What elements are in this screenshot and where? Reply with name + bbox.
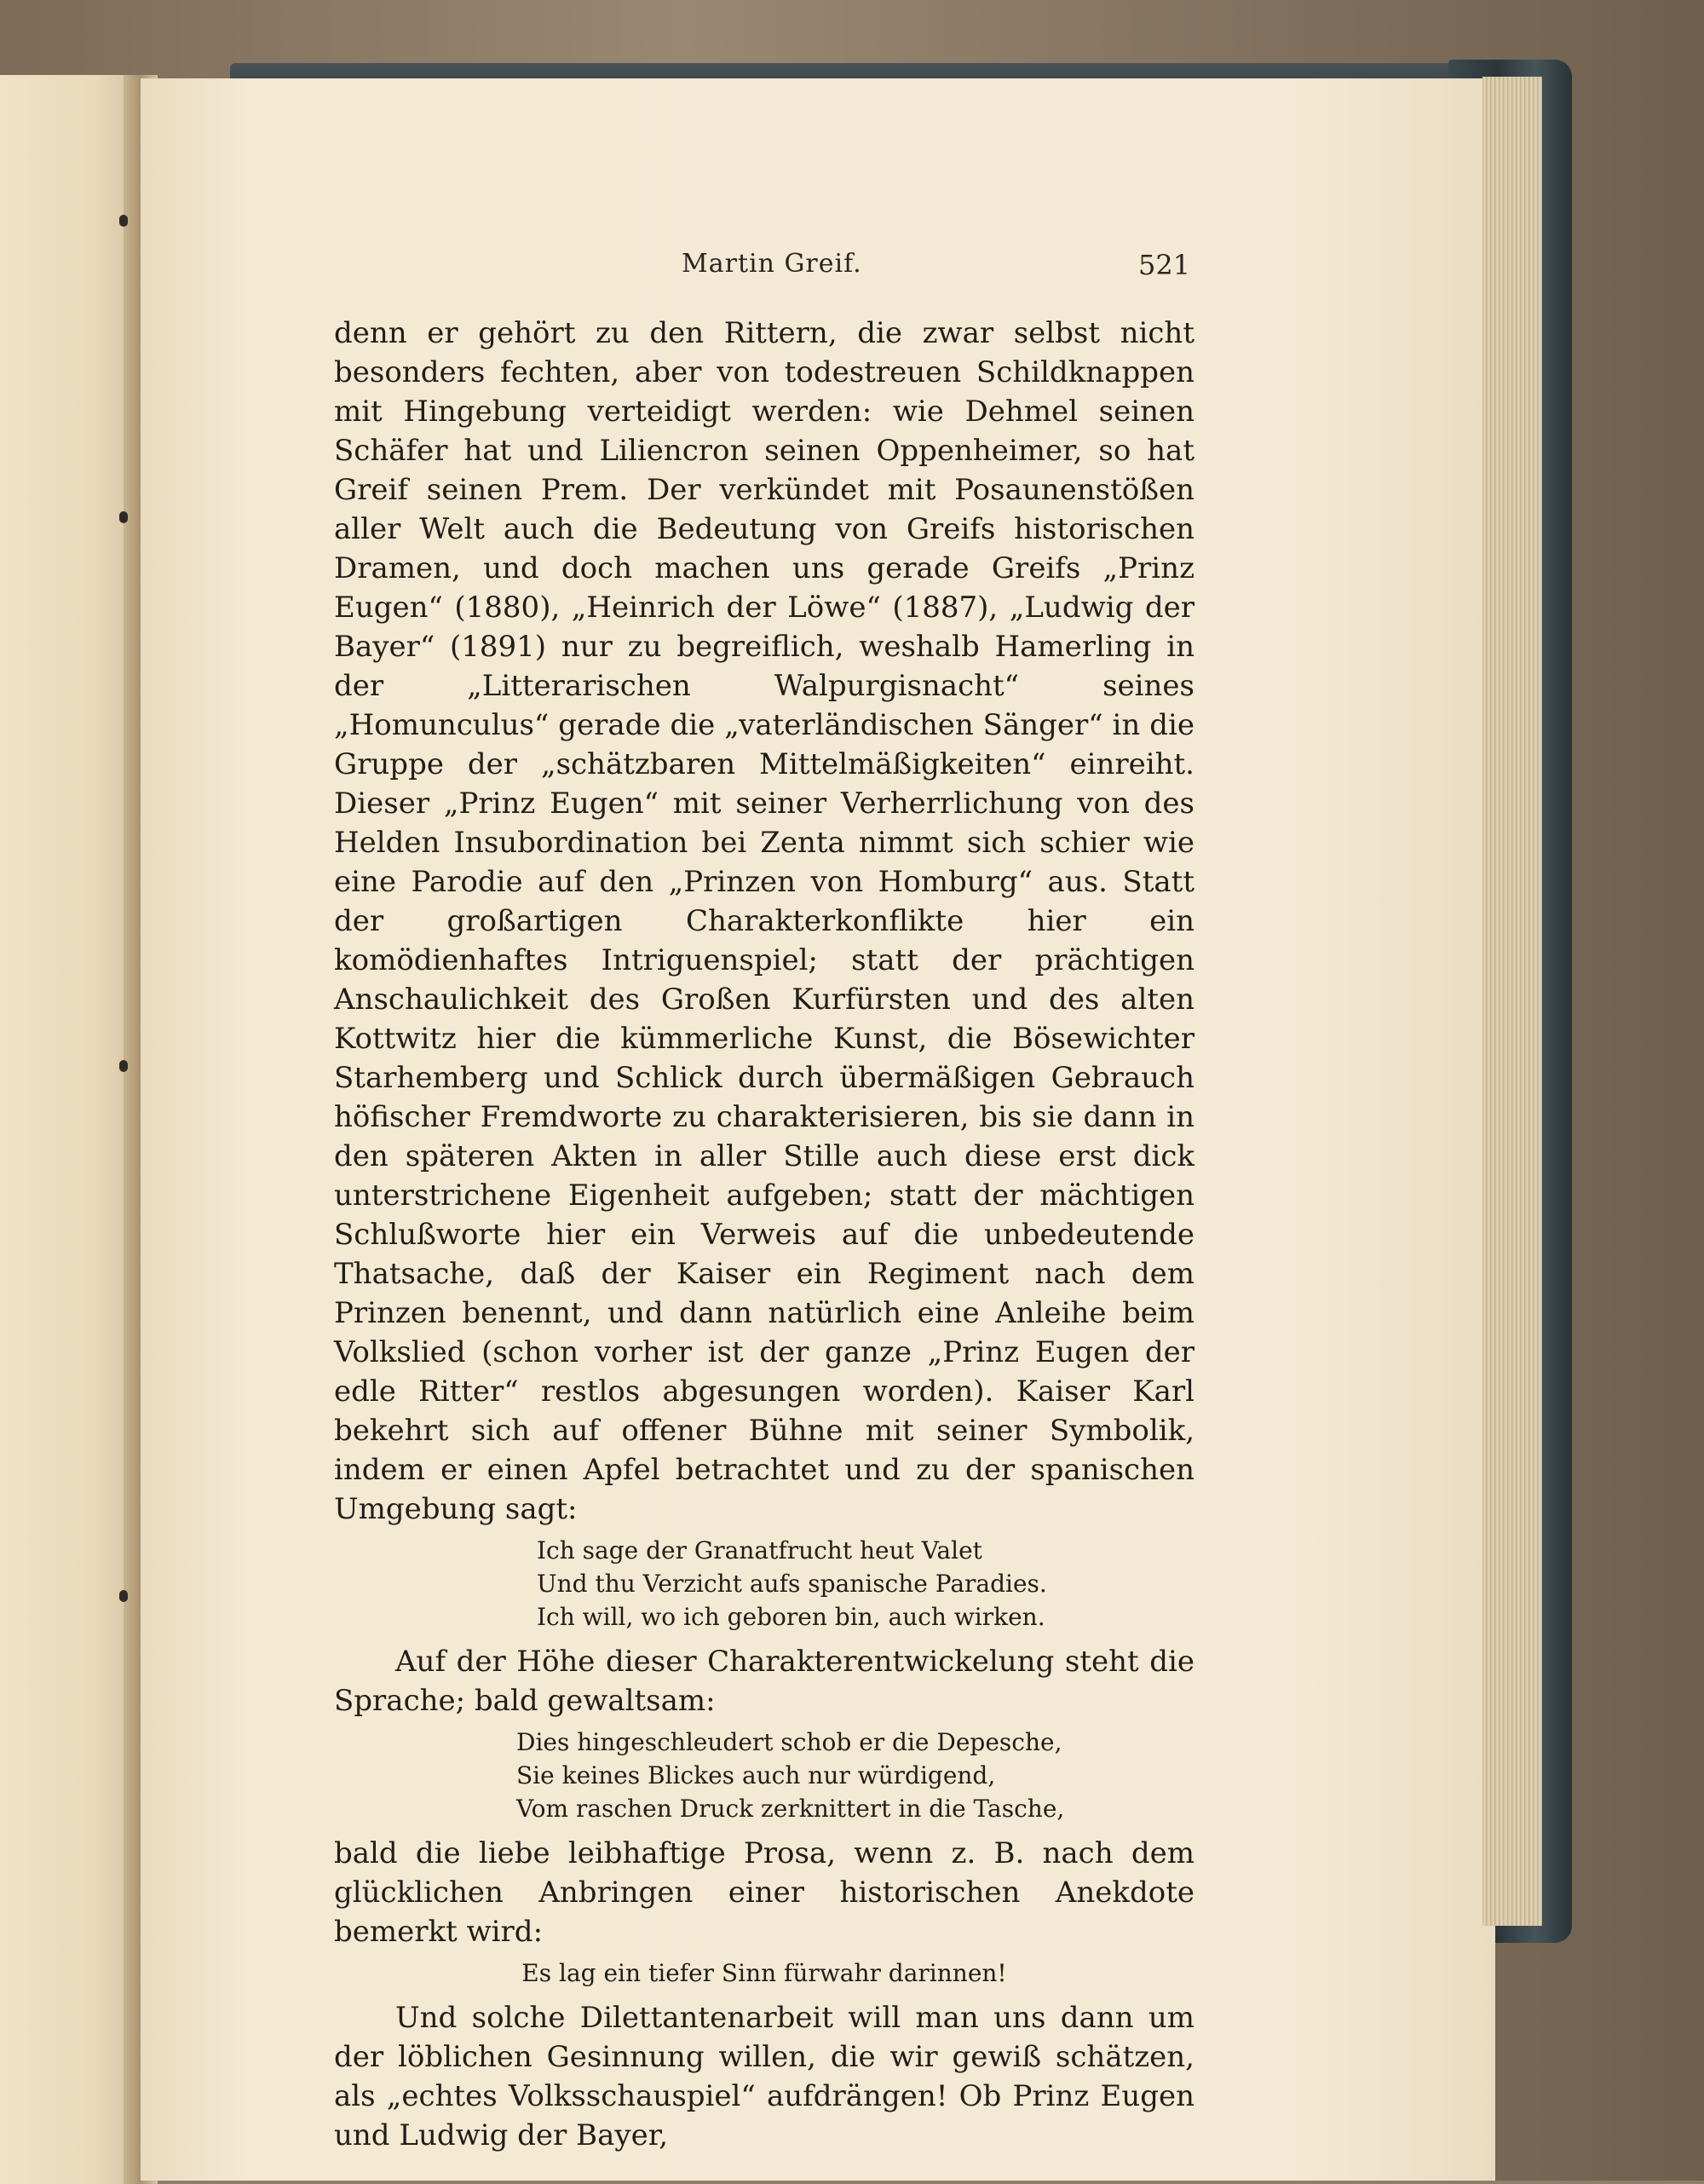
page-block-edges	[1482, 77, 1542, 1926]
verse-quote	[334, 1534, 1195, 1634]
running-title: Martin Greif.	[682, 249, 862, 279]
binding-stitch	[119, 1060, 128, 1072]
verse-line: Vom raschen Druck zerknittert in die Tasche,	[516, 1795, 1065, 1823]
binding-stitch	[119, 511, 128, 523]
paragraph: bald die liebe leibhaftige Prosa, wenn z. B. nach dem glücklichen Anbringen einer historischen Anekdote bemerkt wird:	[334, 1836, 1195, 1949]
verse-line: Ich will, wo ich geboren bin, auch wirken.	[537, 1603, 1045, 1631]
paragraph: Auf der Höhe dieser Charakterentwickelung steht die Sprache; bald gewaltsam:	[334, 1645, 1195, 1718]
verse-line: Ich sage der Granatfrucht heut Valet	[537, 1536, 982, 1565]
verse-line: Es lag ein tiefer Sinn fürwahr darinnen!	[521, 1959, 1007, 1987]
verse-line: Dies hingeschleudert schob er die Depesche,	[516, 1728, 1062, 1756]
verse-line: Sie keines Blickes auch nur würdigend,	[516, 1761, 996, 1789]
paragraph: denn er gehört zu den Rittern, die zwar selbst nicht besonders fechten, aber von todestreuen Schildknappen mit Hingebung verteidigt werden: wie Dehmel seinen Schäfer hat und Liliencron seinen Oppenheimer, so hat Greif seinen Prem. Der verkündet mit Posaunenstößen aller Welt auch die Bedeutung von Greifs historischen Dramen, und doch machen uns gerade Greifs „Prinz Eugen“ (1880), „Heinrich der Löwe“ (1887), „Ludwig der Bayer“ (1891) nur zu begreiflich, weshalb Hamerling in der „Litterarischen Walpurgisnacht“ seines „Homunculus“ gerade die „vaterländischen Sänger“ in die Gruppe der „schätzbaren Mittelmäßigkeiten“ einreiht. Dieser „Prinz Eugen“ mit seiner Verherrlichung von des Helden Insubordination bei Zenta nimmt sich schier wie eine Parodie auf den „Prinzen von Homburg“ aus. Statt der großartigen Charakterkonflikte hier ein komödienhaftes Intriguenspiel; statt der prächtigen Anschaulichkeit des Großen Kurfürsten und des alten Kottwitz hier die kümmerliche Kunst, die Bösewichter Starhemberg und Schlick durch übermäßigen Gebrauch höfischer Fremdworte zu charakterisieren, bis sie dann in den späteren Akten in aller Stille auch diese erst dick unterstrichene Eigenheit aufgeben; statt der mächtigen Schlußworte hier ein Verweis auf die unbedeutende Thatsache, daß der Kaiser ein Regiment nach dem Prinzen benennt, und dann natürlich eine Anleihe beim Volkslied (schon vorher ist der ganze „Prinz Eugen der edle Ritter“ restlos abgesungen worden). Kaiser Karl bekehrt sich auf offener Bühne mit seiner Symbolik, indem er einen Apfel betrachtet und zu der spanischen Umgebung sagt:	[334, 316, 1195, 1526]
verse-quote	[334, 1956, 1195, 1990]
paragraph: Und solche Dilettantenarbeit will man uns dann um der löblichen Gesinnung willen, die wir gewiß schätzen, als „echtes Volksschauspiel“ aufdrängen! Ob Prinz Eugen und Ludwig der Bayer,	[334, 2001, 1195, 2152]
page-number: 521	[1138, 249, 1191, 281]
binding-stitch	[119, 215, 128, 227]
verse-quote	[334, 1726, 1195, 1825]
main-text	[334, 314, 1195, 2155]
verse-line: Und thu Verzicht aufs spanische Paradies.	[537, 1570, 1047, 1598]
left-page-edge	[0, 75, 136, 2184]
binding-stitch	[119, 1590, 128, 1602]
